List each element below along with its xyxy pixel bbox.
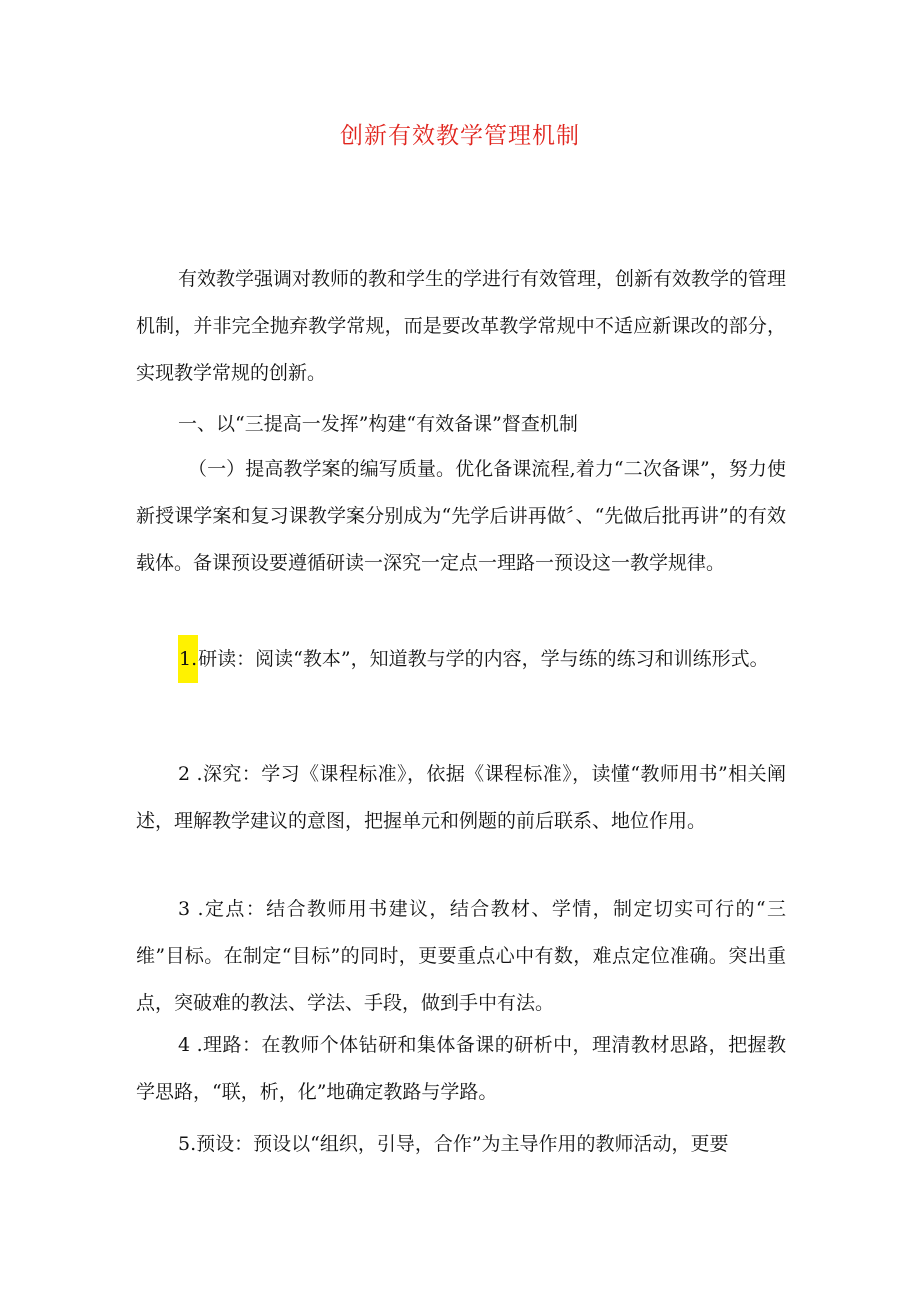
list-item-1-text: 研读：阅读“教本”，知道教与学的内容，学与练的练习和训练形式。 bbox=[198, 648, 769, 670]
intro-paragraph: 有效教学强调对教师的教和学生的学进行有效管理，创新有效教学的管理机制，并非完全抛弃教学常规，而是要改革教学常规中不适应新课改的部分，实现教学常规的创新。 bbox=[136, 268, 787, 384]
list-item-5: 5.预设：预设以“组织，引导，合作”为主导作用的教师活动，更要 bbox=[178, 1133, 729, 1155]
document-title: 创新有效教学管理机制 bbox=[340, 123, 580, 149]
highlighted-number: 1. bbox=[178, 635, 198, 683]
list-item-2: 2 .深究：学习《课程标准》，依据《课程标准》，读懂“教师用书”相关阐述，理解教学建议的意图，把握单元和例题的前后联系、地位作用。 bbox=[136, 763, 786, 832]
list-item-1 bbox=[136, 636, 786, 683]
list-item-4: 4 .理路：在教师个体钻研和集体备课的研析中，理清教材思路，把握教学思路，“联，析，化”地确定教路与学路。 bbox=[136, 1034, 786, 1103]
list-item-3: 3 .定点：结合教师用书建议，结合教材、学情，制定切实可行的“三维”目标。在制定“目标”的同时，更要重点心中有数，难点定位准确。突出重点，突破难的教法、学法、手段，做到手中有法。 bbox=[136, 898, 786, 1014]
subsection-paragraph-1: （一）提高教学案的编写质量。优化备课流程,着力“二次备课”，努力使新授课学案和复习课教学案分别成为“先学后讲再做〞、“先做后批再讲”的有效载体。备课预设要遵循研读一深究一定点一理路一预设这一教学规律。 bbox=[136, 458, 786, 574]
section-heading-1: 一、以“三提高一发挥”构建“有效备课”督查机制 bbox=[178, 413, 578, 435]
